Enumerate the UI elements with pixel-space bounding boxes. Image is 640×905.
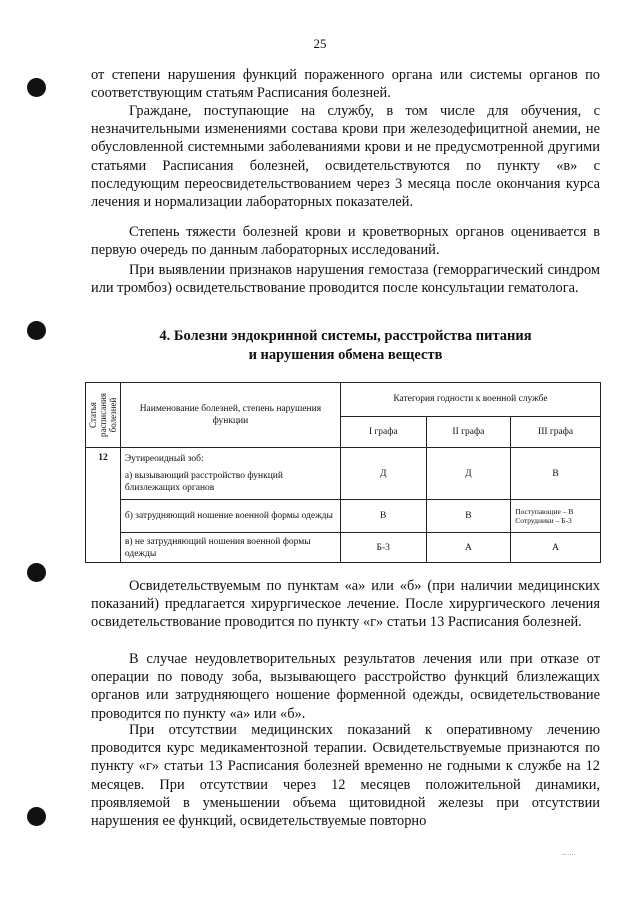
cell-value: Д (340, 448, 426, 500)
cell-value: Д (426, 448, 511, 500)
fitness-category-table (85, 382, 601, 563)
paragraph: Граждане, поступающие на службу, в том числе для обучения, с незначительными изменениями состава крови при железодефицитной анемии, не обусловленной системными заболеваниями крови и не предусмотренной другими статьями Расписания болезней, освидетельствуются по пункту «в» с последующим переосвидетельствованием через 3 месяца после окончания курса лечения и нормализации лабораторных показателей. (91, 103, 600, 211)
cell-line: Сотрудники – Б-3 (515, 516, 572, 525)
cell-value: А (426, 533, 511, 563)
cell-value: Б-3 (340, 533, 426, 563)
paragraph: от степени нарушения функций пораженного органа или системы органов по соответствующим статьям Расписания болезней. (91, 67, 600, 102)
category-header: Категория годности к военной службе (340, 383, 600, 417)
table-row (120, 448, 340, 500)
paragraph: Степень тяжести болезней крови и кроветворных органов оценивается в первую очередь по данным лабораторных исследований. (91, 224, 600, 259)
column-header: III графа (511, 416, 601, 447)
punch-hole (27, 321, 46, 340)
punch-hole (27, 563, 46, 582)
section-heading-line: и нарушения обмена веществ (248, 347, 443, 363)
paragraph: Освидетельствуемым по пунктам «а» или «б» (при наличии медицинских показаний) предлагается хирургическое лечение. После хирургического лечения освидетельствование проводится по пункту «г» статьи 13 Расписания болезней. (91, 578, 600, 631)
page-number: 25 (313, 36, 327, 51)
article-header: Статья расписания болезней (87, 393, 118, 437)
disease-title: Эутиреоидный зоб: (124, 454, 204, 464)
punch-hole (27, 807, 46, 826)
row-name: б) затрудняющий ношение военной формы одежды (120, 500, 340, 533)
article-header-cell (86, 383, 121, 448)
article-number: 12 (86, 448, 121, 563)
row-name: а) вызывающий расстройство функций близлежащих органов (124, 471, 283, 493)
scan-mark (563, 854, 575, 855)
row-name: в) не затрудняющий ношения военной формы одежды (120, 533, 340, 563)
paragraph: В случае неудовлетворительных результатов лечения или при отказе от операции по поводу зоба, вызывающего расстройство функций близлежащих органов или затрудняющего ношение форменной одежды, освидетельствование проводится по пункту «а» или «б». (91, 651, 600, 722)
section-heading (91, 327, 600, 365)
column-header: II графа (426, 416, 511, 447)
cell-value-split (511, 500, 601, 533)
paragraph: При выявлении признаков нарушения гемостаза (геморрагический синдром или тромбоз) освидетельствование проводится после консультации гематолога. (91, 262, 600, 297)
cell-value: В (511, 448, 601, 500)
cell-value: А (511, 533, 601, 563)
paragraph: При отсутствии медицинских показаний к оперативному лечению проводится курс медикаментозной терапии. Освидетельствуемые признаются по пункту «г» статьи 13 Расписания болезней временно не годными к службе на 12 месяцев. При отсутствии через 12 месяцев положительной динамики, проявляемой в уменьшении объема щитовидной железы при отсутствии нарушения ее функций, освидетельствуемые повторно (91, 722, 600, 830)
column-header: I графа (340, 416, 426, 447)
punch-hole (27, 78, 46, 97)
cell-value: В (426, 500, 511, 533)
section-heading-line: 4. Болезни эндокринной системы, расстройства питания (159, 328, 532, 344)
cell-value: В (340, 500, 426, 533)
cell-line: Поступающие – В (515, 507, 574, 516)
name-header: Наименование болезней, степень нарушения функции (120, 383, 340, 448)
